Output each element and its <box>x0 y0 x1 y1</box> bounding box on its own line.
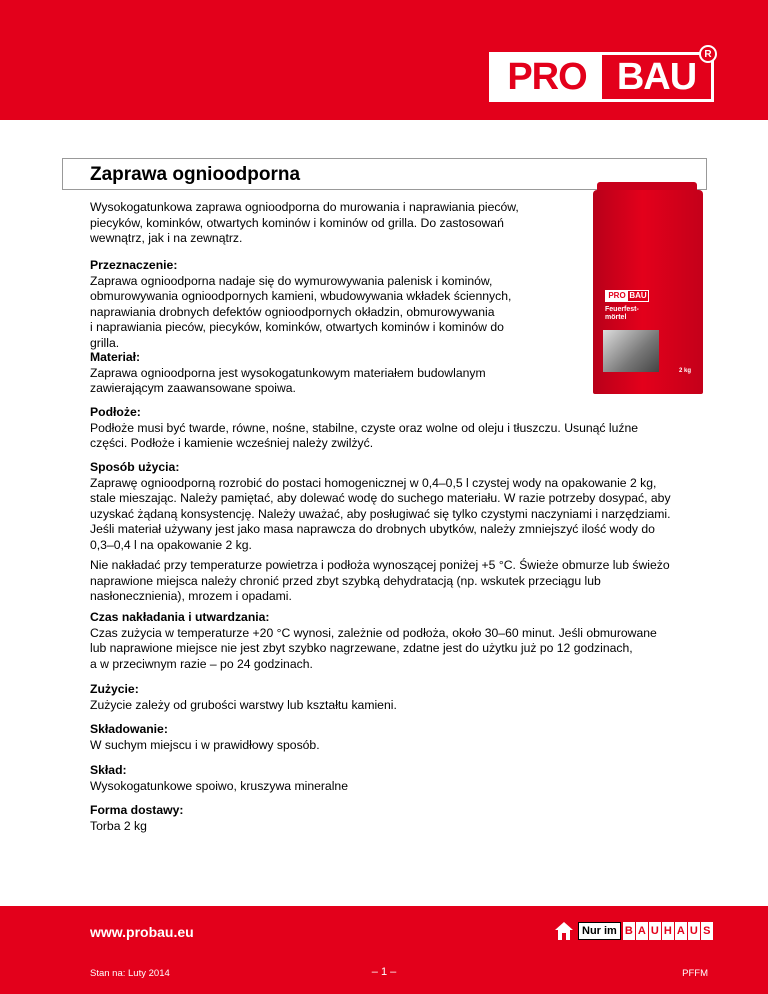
bag-weight: 2 kg <box>679 368 692 374</box>
bauhaus-logo <box>554 920 714 942</box>
section-warnings <box>90 558 670 605</box>
footer-date: Stan na: Luty 2014 <box>90 968 170 979</box>
house-icon <box>554 921 574 941</box>
section-sposob-uzycia <box>90 460 671 554</box>
bag-product-name: Feuerfest- mörtel <box>605 306 639 321</box>
logo-pro: PRO <box>492 55 602 99</box>
section-heading: Skład: <box>90 763 127 777</box>
bauhaus-letter: B <box>623 922 636 940</box>
section-heading: Sposób użycia: <box>90 460 180 474</box>
section-text: Zaprawę ognioodporną rozrobić do postaci homogenicznej w 0,4–0,5 l czystej wody na opakowanie 2 kg, stale mieszając. Należy pamiętać, aby dolewać wodę do suchego materiału. W razie potrzeby dosypać, aby uzyskać żądaną konsystencję. Należy uważać, aby posługiwać się tylko czystymi naczyniami i narzędziami. Jeśli materiał używany jest jako masa naprawcza do drobnych ubytków, należy zmniejszyć ilość wody do 0,3–0,4 l na opakowanie 2 kg. <box>90 475 671 552</box>
section-heading: Składowanie: <box>90 722 168 736</box>
registered-mark-icon: R <box>699 45 717 63</box>
header-band <box>0 0 768 120</box>
bauhaus-wordmark <box>623 922 714 940</box>
intro-paragraph <box>90 200 519 247</box>
bauhaus-letter: A <box>675 922 688 940</box>
section-heading: Zużycie: <box>90 682 139 696</box>
section-heading: Forma dostawy: <box>90 803 184 817</box>
bag-logo-pro: PRO <box>606 291 628 301</box>
bauhaus-letter: U <box>649 922 662 940</box>
section-forma-dostawy <box>90 803 183 834</box>
intro-text: Wysokogatunkowa zaprawa ognioodporna do murowania i naprawiania pieców, piecyków, kominków, otwartych kominów i kominów od grilla. Do zastosowań wewnątrz, jak i na zewnątrz. <box>90 200 519 246</box>
product-code: PFFM <box>682 968 708 979</box>
bauhaus-letter: A <box>636 922 649 940</box>
bauhaus-letter: H <box>662 922 675 940</box>
section-material <box>90 350 486 397</box>
section-text: Wysokogatunkowe spoiwo, kruszywa mineralne <box>90 778 348 793</box>
website-link[interactable]: www.probau.eu <box>90 924 194 940</box>
section-przeznaczenie <box>90 258 511 352</box>
section-text: Zaprawa ognioodporna nadaje się do wymurowywania palenisk i kominów, obmurowywania ognioodpornych kamieni, wbudowywania wkładek ściennych, naprawiania drobnych defektów ognioodpornych okładzin, obmurowywania i naprawiania pieców, piecyków, kominków, otwartych kominów i kominów do grilla. <box>90 273 512 350</box>
logo-bau: BAU <box>616 55 697 98</box>
section-text: W suchym miejscu i w prawidłowy sposób. <box>90 737 320 752</box>
section-skladowanie <box>90 722 320 753</box>
bauhaus-letter: U <box>688 922 701 940</box>
bag-logo-bau: BAU <box>629 291 647 300</box>
section-heading: Podłoże: <box>90 405 141 419</box>
product-image <box>583 182 711 396</box>
section-text: Zużycie zależy od grubości warstwy lub kształtu kamieni. <box>90 697 397 712</box>
bag-logo <box>605 290 649 302</box>
section-zuzycie <box>90 682 397 713</box>
section-heading: Przeznaczenie: <box>90 258 178 272</box>
section-heading: Materiał: <box>90 350 141 364</box>
page-title: Zaprawa ognioodporna <box>90 164 301 185</box>
page-number: – 1 – <box>371 966 397 978</box>
section-heading: Czas nakładania i utwardzania: <box>90 610 270 624</box>
bauhaus-letter: S <box>701 922 714 940</box>
section-text: Torba 2 kg <box>90 818 147 833</box>
section-sklad <box>90 763 348 794</box>
bag-photo <box>603 330 659 372</box>
nur-im-label: Nur im <box>578 922 621 940</box>
section-text: Czas zużycia w temperaturze +20 °C wynosi, zależnie od podłoża, około 30–60 minut. Jeśli obmurowane lub naprawione miejsce nie jest zbyt szybko nagrzewane, zdatne jest do użytku już po 12 godzinach, a w przeciwnym razie – po 24 godzinach. <box>90 625 657 671</box>
section-text: Nie nakładać przy temperaturze powietrza i podłoża wynoszącej poniżej +5 °C. Świeże obmurze lub świeżo naprawione miejsca należy chronić przed zbyt szybką dehydratacją (np. wskutek przeciągu lub nasłonecznienia), mrozem i opadami. <box>90 558 670 604</box>
section-podloze <box>90 405 638 452</box>
section-text: Podłoże musi być twarde, równe, nośne, stabilne, czyste oraz wolne od oleju i tłuszczu. Usunąć luźne części. Podłoże i kamienie wcześniej należy zwilżyć. <box>90 420 639 451</box>
probau-logo <box>489 48 714 102</box>
section-czas-nakladania <box>90 610 657 672</box>
section-text: Zaprawa ognioodporna jest wysokogatunkowym materiałem budowlanym zawierającym zaawansowane spoiwa. <box>90 365 486 396</box>
